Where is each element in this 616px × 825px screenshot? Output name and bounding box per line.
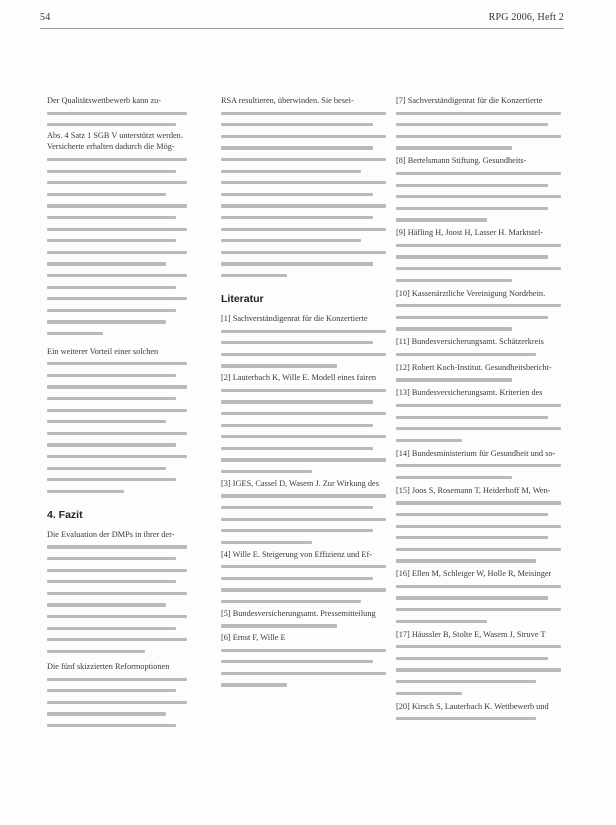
text-line-placeholder — [396, 645, 561, 648]
text-line-placeholder — [47, 724, 176, 727]
body-line: Versicherte erhalten dadurch die Mög- — [47, 142, 175, 152]
body-line: Die fünf skizzierten Reformoptionen — [47, 662, 170, 672]
text-line-placeholder — [221, 565, 386, 568]
text-line-placeholder — [396, 327, 512, 330]
text-line-placeholder — [47, 158, 187, 161]
text-line-placeholder — [396, 680, 536, 683]
text-line-placeholder — [47, 569, 187, 572]
text-line-placeholder — [47, 274, 187, 277]
text-line-placeholder — [47, 592, 187, 595]
text-line-placeholder — [221, 588, 386, 591]
text-line-placeholder — [221, 660, 373, 663]
text-line-placeholder — [221, 435, 386, 438]
reference-line: [16] Ellen M, Schleiger W, Holle R, Meisinger — [396, 569, 552, 579]
text-line-placeholder — [396, 476, 512, 479]
reference-line: [9] Häfling H, Joost H, Lasser H. Marktstel- — [396, 228, 544, 238]
text-line-placeholder — [396, 525, 561, 528]
text-line-placeholder — [221, 577, 373, 580]
text-line-placeholder — [47, 701, 187, 704]
section-heading-fazit: 4. Fazit — [47, 508, 83, 521]
text-line-placeholder — [221, 400, 373, 403]
text-line-placeholder — [221, 262, 373, 265]
text-line-placeholder — [47, 443, 176, 446]
reference-line: [20] Kirsch S, Lauterbach K. Wettbewerb und — [396, 701, 549, 711]
text-line-placeholder — [396, 353, 536, 356]
text-line-placeholder — [396, 416, 548, 419]
text-line-placeholder — [47, 123, 176, 126]
text-line-placeholder — [396, 316, 548, 319]
text-line-placeholder — [221, 649, 386, 652]
text-line-placeholder — [221, 494, 386, 497]
text-line-placeholder — [221, 170, 361, 173]
text-line-placeholder — [221, 112, 386, 115]
reference-line: [17] Häussler B, Stolte E, Wasem J, Struve T — [396, 629, 546, 639]
text-line-placeholder — [47, 627, 176, 630]
text-line-placeholder — [396, 184, 548, 187]
text-line-placeholder — [396, 501, 561, 504]
text-line-placeholder — [221, 518, 386, 521]
text-line-placeholder — [396, 378, 512, 381]
text-line-placeholder — [396, 427, 561, 430]
text-line-placeholder — [221, 624, 337, 627]
text-line-placeholder — [47, 432, 187, 435]
text-line-placeholder — [47, 286, 176, 289]
text-line-placeholder — [221, 683, 287, 686]
reference-line: [5] Bundesversicherungsamt. Pressemitteilung — [221, 608, 376, 618]
text-line-placeholder — [221, 389, 386, 392]
text-line-placeholder — [47, 615, 187, 618]
text-line-placeholder — [221, 239, 361, 242]
text-line-placeholder — [221, 146, 373, 149]
text-line-placeholder — [221, 193, 373, 196]
reference-line: [8] Bertelsmann Stiftung. Gesundheits- — [396, 156, 527, 166]
text-line-placeholder — [396, 172, 561, 175]
text-line-placeholder — [221, 204, 386, 207]
text-line-placeholder — [396, 657, 548, 660]
text-line-placeholder — [221, 353, 386, 356]
text-line-placeholder — [396, 255, 548, 258]
text-line-placeholder — [221, 216, 373, 219]
reference-line: [1] Sachverständigenrat für die Konzertierte — [221, 314, 368, 324]
text-line-placeholder — [396, 123, 548, 126]
text-line-placeholder — [221, 600, 361, 603]
text-line-placeholder — [47, 204, 187, 207]
text-line-placeholder — [47, 262, 166, 265]
text-line-placeholder — [221, 123, 373, 126]
text-line-placeholder — [47, 397, 176, 400]
text-line-placeholder — [47, 309, 176, 312]
reference-line: [11] Bundesversicherungsamt. Schätzerkreis — [396, 337, 544, 347]
text-line-placeholder — [47, 251, 187, 254]
body-line: Ein weiterer Vorteil einer solchen — [47, 346, 159, 356]
text-line-placeholder — [47, 712, 166, 715]
text-line-placeholder — [396, 608, 561, 611]
text-line-placeholder — [47, 170, 176, 173]
journal-running-head: RPG 2006, Heft 2 — [488, 12, 564, 23]
text-line-placeholder — [396, 548, 561, 551]
text-line-placeholder — [396, 439, 462, 442]
reference-line: [15] Joos S, Rosemann T, Heiderhoff M, Wen- — [396, 485, 551, 495]
text-line-placeholder — [221, 506, 373, 509]
reference-line: [6] Ernst F, Wille E — [221, 633, 286, 643]
text-line-placeholder — [47, 420, 166, 423]
text-line-placeholder — [47, 455, 187, 458]
reference-line: [3] IGES, Cassel D, Wasem J. Zur Wirkung des — [221, 478, 379, 488]
text-line-placeholder — [396, 304, 561, 307]
text-line-placeholder — [47, 409, 187, 412]
text-line-placeholder — [221, 158, 386, 161]
text-line-placeholder — [47, 216, 176, 219]
text-line-placeholder — [396, 513, 548, 516]
text-line-placeholder — [47, 650, 145, 653]
text-line-placeholder — [396, 135, 561, 138]
reference-line: [10] Kassenärztliche Vereinigung Nordrhein. — [396, 288, 546, 298]
reference-line: [4] Wille E. Steigerung von Effizienz und Ef- — [221, 549, 372, 559]
text-line-placeholder — [221, 274, 287, 277]
reference-line: [7] Sachverständigenrat für die Konzertierte — [396, 96, 543, 105]
text-line-placeholder — [396, 267, 561, 270]
header-rule — [40, 28, 564, 29]
text-line-placeholder — [47, 362, 187, 365]
text-line-placeholder — [47, 385, 187, 388]
reference-line: [12] Robert Koch-Institut. Gesundheitsbericht- — [396, 362, 552, 372]
text-line-placeholder — [396, 146, 512, 149]
text-line-placeholder — [396, 464, 561, 467]
text-line-placeholder — [396, 559, 536, 562]
text-line-placeholder — [396, 195, 561, 198]
text-line-placeholder — [47, 239, 176, 242]
text-line-placeholder — [47, 603, 166, 606]
body-line: Die Evaluation der DMPs in ihrer der- — [47, 529, 175, 539]
text-line-placeholder — [221, 529, 373, 532]
text-line-placeholder — [221, 364, 337, 367]
text-line-placeholder — [221, 541, 312, 544]
text-line-placeholder — [221, 412, 386, 415]
text-line-placeholder — [221, 251, 386, 254]
text-line-placeholder — [396, 620, 487, 623]
text-line-placeholder — [396, 692, 462, 695]
body-line: Der Qualitätswettbewerb kann zu- — [47, 96, 162, 105]
text-line-placeholder — [47, 467, 166, 470]
text-line-placeholder — [47, 228, 187, 231]
reference-line: [14] Bundesministerium für Gesundheit und so- — [396, 448, 556, 458]
text-line-placeholder — [396, 112, 561, 115]
text-line-placeholder — [47, 689, 176, 692]
body-line: RSA resultieren, überwinden. Sie besei- — [221, 96, 354, 105]
text-line-placeholder — [47, 557, 176, 560]
text-line-placeholder — [47, 193, 166, 196]
text-line-placeholder — [47, 181, 187, 184]
reference-line: [13] Bundesversicherungsamt. Kriterien des — [396, 388, 543, 398]
text-line-placeholder — [396, 668, 561, 671]
text-line-placeholder — [221, 181, 386, 184]
text-line-placeholder — [47, 297, 187, 300]
text-line-placeholder — [221, 424, 373, 427]
text-line-placeholder — [47, 112, 187, 115]
text-line-placeholder — [396, 596, 548, 599]
text-line-placeholder — [47, 545, 187, 548]
text-line-placeholder — [396, 279, 512, 282]
text-line-placeholder — [221, 330, 386, 333]
text-line-placeholder — [221, 470, 312, 473]
reference-line: [2] Lauterbach K, Wille E. Modell eines fairen — [221, 373, 377, 383]
text-line-placeholder — [221, 228, 386, 231]
text-line-placeholder — [221, 672, 386, 675]
page-number: 54 — [40, 12, 51, 23]
text-line-placeholder — [47, 580, 176, 583]
text-line-placeholder — [396, 207, 548, 210]
text-line-placeholder — [47, 678, 187, 681]
text-line-placeholder — [221, 447, 373, 450]
text-line-placeholder — [47, 374, 176, 377]
text-line-placeholder — [47, 638, 187, 641]
text-line-placeholder — [221, 135, 386, 138]
body-line: Abs. 4 Satz 1 SGB V unterstützt werden. — [47, 130, 183, 140]
text-line-placeholder — [47, 332, 103, 335]
section-heading-literatur: Literatur — [221, 293, 264, 306]
text-line-placeholder — [47, 478, 176, 481]
text-line-placeholder — [396, 244, 561, 247]
text-line-placeholder — [396, 404, 561, 407]
text-line-placeholder — [47, 320, 166, 323]
text-line-placeholder — [396, 536, 548, 539]
text-line-placeholder — [396, 585, 561, 588]
text-line-placeholder — [221, 458, 386, 461]
text-line-placeholder — [47, 490, 124, 493]
text-line-placeholder — [221, 341, 373, 344]
text-line-placeholder — [396, 218, 487, 221]
text-line-placeholder — [396, 717, 536, 720]
